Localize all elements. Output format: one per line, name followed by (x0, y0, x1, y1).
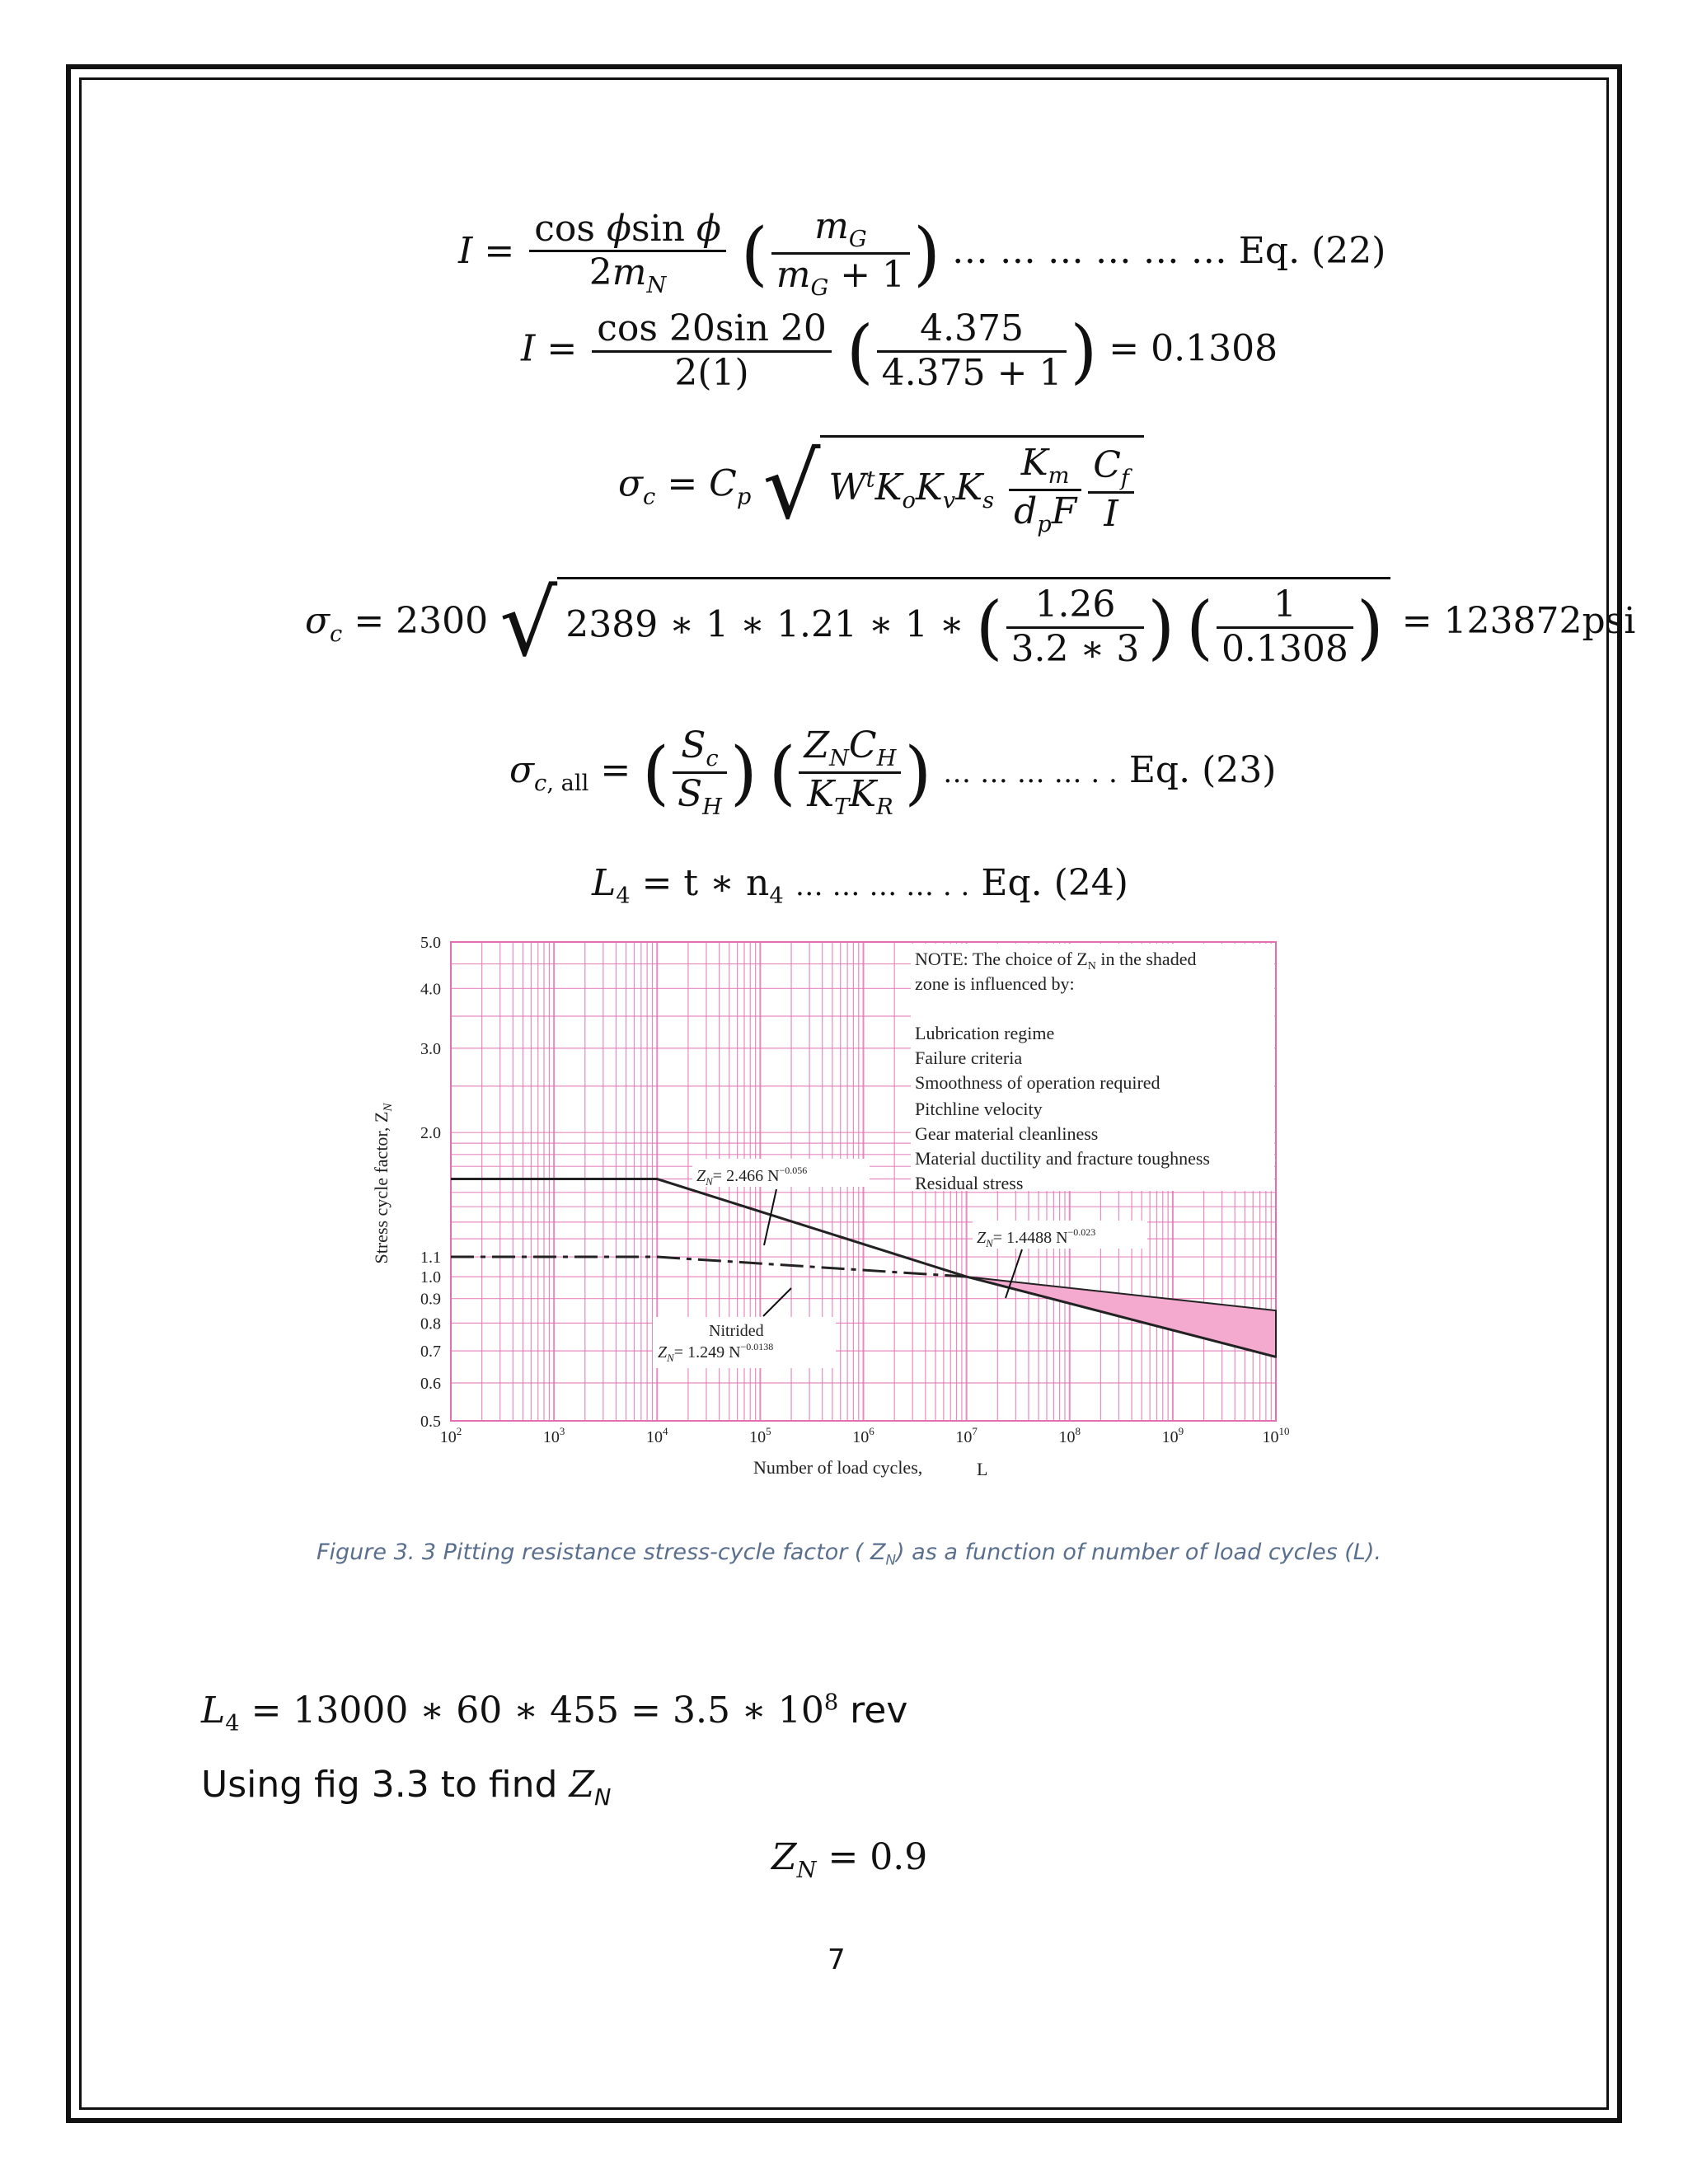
i-result: = 0.1308 (1109, 327, 1278, 370)
equation-i-value: I = $\frac{\cos 20\sin 20}{2(1)}$ ( $\frac{4.375}{4.375 + 1}$ ) = 0.1308 (521, 307, 1278, 394)
eq22-number: Eq. (22) (1238, 230, 1386, 273)
x-tick-label: $10^2$ (439, 1425, 462, 1446)
x-tick-label: $10^6$ (852, 1425, 874, 1446)
note-line: Residual stress (915, 1173, 1024, 1193)
x-tick-label: $10^{10}$ (1262, 1425, 1290, 1446)
y-tick-label: 3.0 (420, 1039, 441, 1058)
eq23-number: Eq. (23) (1128, 749, 1277, 792)
x-tick-label: $10^7$ (955, 1425, 978, 1446)
x-tick-label: $10^9$ (1161, 1425, 1184, 1446)
l4-calculation: $L_4 = 13000$ ∗ 60 ∗ 455 = 3.5 ∗ $10^8$ rev (201, 1690, 908, 1736)
note-line: Gear material cleanliness (915, 1123, 1099, 1144)
eq22-dots: … … … … … … (951, 230, 1227, 273)
y-tick-label: 1.1 (420, 1249, 441, 1268)
y-tick-label: 0.5 (420, 1413, 441, 1431)
zn-result: $Z_N = 0.9$ (771, 1836, 928, 1883)
y-axis-label: Stress cycle factor, $Z_N$ (371, 1103, 395, 1264)
y-tick-label: 0.8 (420, 1315, 441, 1333)
annotation-upper: $Z_N= 2.466$ $N^{-0.056}$ (696, 1165, 808, 1188)
equation-23: $\sigma_{c, all}$ = ( $\frac{S_c}{S_H}$ ) ( $\frac{Z_NC_H}{K_TK_R}$ ) … … … … . . Eq. (23) (509, 724, 1277, 820)
y-tick-label: 5.0 (420, 934, 441, 952)
note-line: NOTE: The choice of $Z_N$ in the shaded (915, 949, 1197, 972)
y-tick-label: 1.0 (420, 1268, 441, 1287)
y-tick-label: 0.9 (420, 1290, 441, 1309)
note-line: Pitchline velocity (915, 1099, 1043, 1119)
eq24-number: Eq. (24) (981, 862, 1128, 904)
page-number: 7 (828, 1943, 846, 1976)
y-tick-label: 4.0 (420, 980, 441, 999)
note-line: Material ductility and fracture toughness (915, 1148, 1210, 1169)
zn-chart (363, 923, 1319, 1516)
x-tick-label: $10^8$ (1058, 1425, 1081, 1446)
note-line: Lubrication regime (915, 1023, 1055, 1043)
eq24-dots: … … … … . . (795, 869, 970, 902)
equation-sigma-c-value: $\sigma_c = 2300$ √ 2389 ∗ 1 ∗ 1.21 ∗ 1 ∗ ( $\frac{1.26}{3.2 ∗ 3}$ ) ( $\frac{1}{0.1308}$ ) = 123872psi (305, 570, 1636, 677)
note-line: Smoothness of operation required (915, 1072, 1160, 1093)
x-tick-label: $10^4$ (646, 1425, 668, 1446)
figure-caption: Figure 3. 3 Pitting resistance stress-cycle factor ( $Z_N$) as a function of number of load cycles (L). (316, 1540, 1381, 1568)
x-tick-label: $10^3$ (542, 1425, 565, 1446)
annotation-nitrided: $Z_N= 1.249$ $N^{-0.0138}$ (658, 1341, 774, 1364)
y-tick-label: 0.7 (420, 1343, 441, 1361)
x-axis-label-suffix: L (977, 1459, 988, 1479)
equation-sigma-c-general: $\sigma_c = C_p$ √ $W^tK_oK_vK_s$ $\frac{K_m}{d_pF}$ $\frac{C_f}{I}$ (618, 435, 1144, 537)
annotation-nitrided-label: Nitrided (709, 1322, 764, 1340)
x-tick-label: $10^5$ (749, 1425, 771, 1446)
equation-24: $L_4 = t$ ∗ $n_4$ … … … … . . Eq. (24) (592, 862, 1128, 909)
annotation-right: $Z_N= 1.4488$ $N^{-0.023}$ (977, 1226, 1096, 1249)
x-axis-label: Number of load cycles, (753, 1457, 923, 1478)
using-fig-text: Using fig 3.3 to find $Z_N$ (201, 1764, 612, 1811)
y-tick-label: 0.6 (420, 1374, 441, 1393)
note-line: Failure criteria (915, 1047, 1023, 1068)
eq23-dots: … … … … . . (943, 757, 1118, 790)
equation-22: I = $\frac{\text{cos ϕsin ϕ}}{2m_N}$ ( $\frac{m_G}{m_G + 1}$ ) … … … … … … Eq. (22) (458, 205, 1386, 301)
y-tick-label: 2.0 (420, 1124, 441, 1143)
sigma-c-result: = 123872psi (1401, 600, 1636, 643)
note-line: zone is influenced by: (915, 973, 1075, 994)
